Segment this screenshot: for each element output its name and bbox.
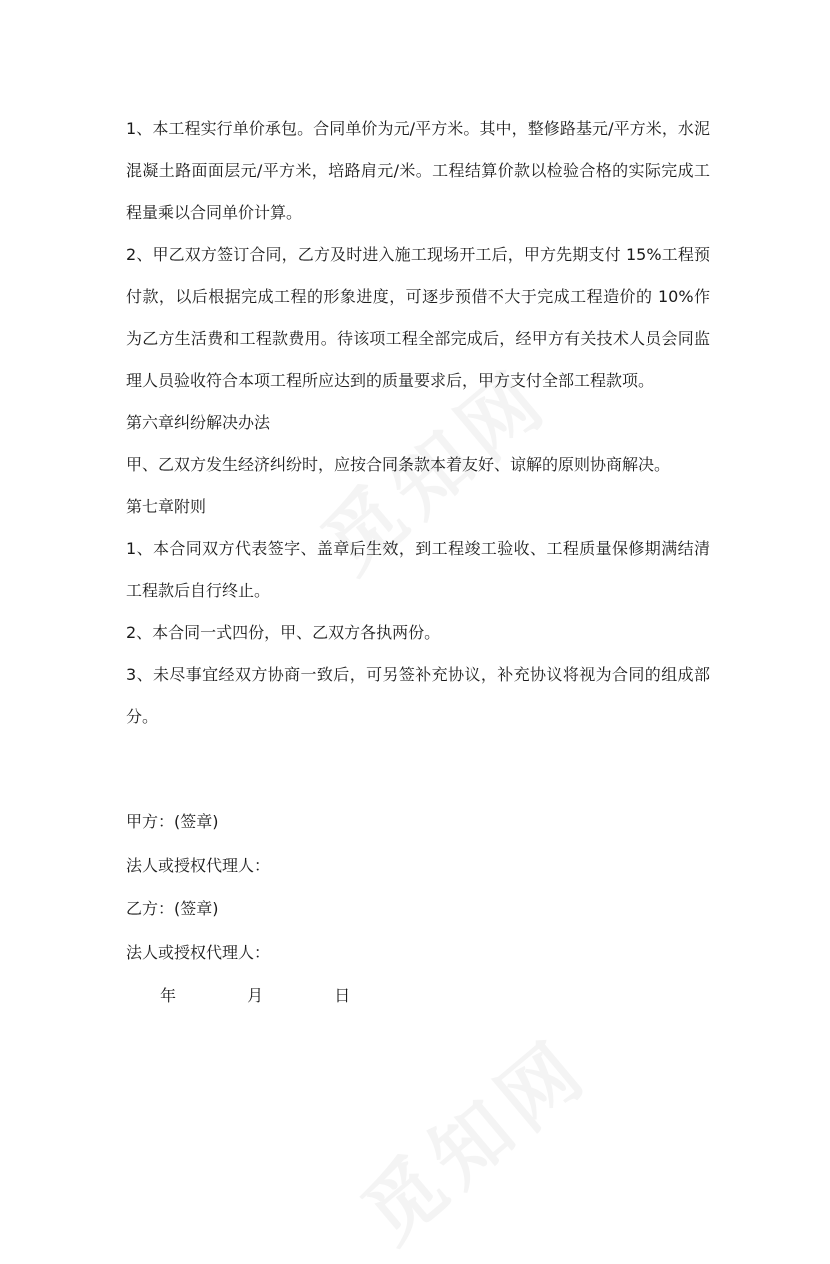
clause-payment-2: 2、甲乙双方签订合同，乙方及时进入施工现场开工后，甲方先期支付 15%工程预付款，以后根据完成工程的形象进度，可逐步预借不大于完成工程造价的 10%作为乙方生活费和工程款费用。待该项工程全部完成后，经甲方有关技术人员会同监理人员验收符合本项工程所应达到的质量要求后，甲方支付全部工程款项。 — [126, 245, 710, 390]
party-a-representative: 法人或授权代理人： — [126, 855, 271, 875]
signature-block — [126, 800, 710, 1018]
chapter7-item-3: 3、未尽事宜经双方协商一致后，可另签补充协议，补充协议将视为合同的组成部分。 — [126, 665, 710, 726]
chapter6-body: 甲、乙双方发生经济纠纷时，应按合同条款本着友好、谅解的原则协商解决。 — [126, 455, 671, 474]
date-year-label: 年 — [160, 986, 177, 1005]
date-day-label: 日 — [334, 986, 351, 1005]
date-month-label: 月 — [247, 986, 264, 1005]
chapter6-title: 第六章纠纷解决办法 — [126, 413, 271, 432]
chapter7-item-1: 1、本合同双方代表签字、盖章后生效，到工程竣工验收、工程质量保修期满结清工程款后自行终止。 — [126, 539, 710, 600]
party-b-seal: 乙方：(签章) — [126, 899, 219, 918]
chapter7-title: 第七章附则 — [126, 497, 207, 516]
date-line — [126, 974, 710, 1018]
watermark-text — [335, 1008, 609, 1264]
party-b-representative: 法人或授权代理人： — [126, 942, 271, 962]
party-a-seal: 甲方：(签章) — [126, 812, 219, 831]
chapter7-item-2: 2、本合同一式四份，甲、乙双方各执两份。 — [126, 623, 441, 642]
clause-payment-1: 1、本工程实行单价承包。合同单价为元/平方米。其中，整修路基元/平方米，水泥混凝土路面面层元/平方米，培路肩元/米。工程结算价款以检验合格的实际完成工程量乘以合同单价计算。 — [126, 119, 710, 222]
contract-body — [126, 108, 710, 738]
